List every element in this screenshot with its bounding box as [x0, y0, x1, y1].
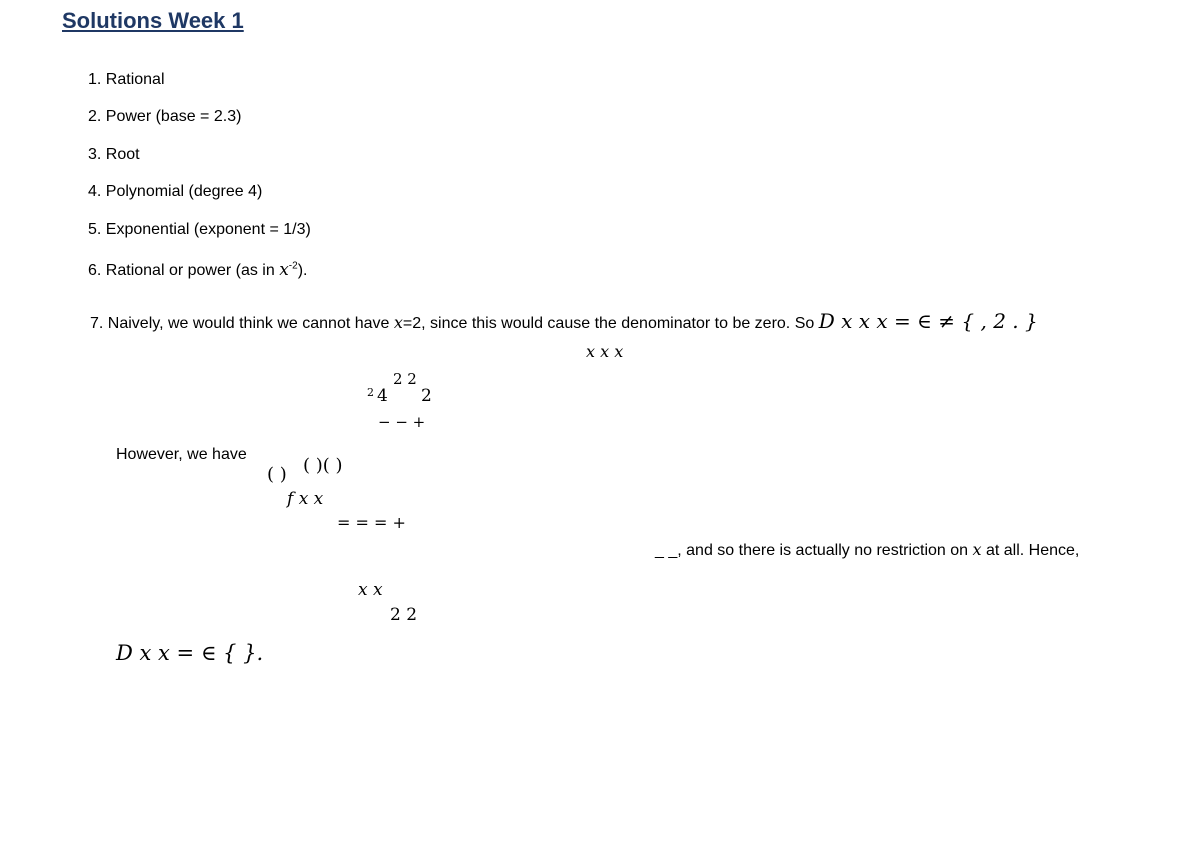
answer-7-variable: x [393, 313, 403, 332]
answer-6-variable: x [279, 260, 289, 280]
answer-1: 1. Rational [88, 71, 165, 88]
restriction-variable: x [972, 540, 982, 559]
answer-7-domain-math: D x x x = ∈ ≠ { , 2 . } [818, 309, 1038, 333]
answer-6-prefix: 6. Rational or power (as in [88, 262, 280, 279]
blank-fill: _ _ [655, 542, 678, 559]
page-title: Solutions Week 1 [62, 8, 244, 33]
answer-7-text-b: =2, since this would cause the denominator to be zero. So [402, 315, 819, 332]
math-fragment-xxx: x x x [586, 342, 624, 361]
restriction-text: , and so there is actually no restriction on [677, 542, 973, 559]
answer-4: 4. Polynomial (degree 4) [88, 183, 263, 200]
math-fragment-sup2: 2 [367, 386, 374, 399]
math-fragment-minus-plus: − − + [378, 413, 426, 431]
answer-7-text-a: 7. Naively, we would think we cannot have [90, 315, 394, 332]
math-fragment-two: 2 [421, 386, 432, 406]
math-fragment-paren-left: ( ) [267, 464, 287, 485]
math-fragment-two-two: 2 2 [393, 370, 417, 388]
math-fragment-four: 4 [377, 386, 388, 406]
final-domain-math: D x x = ∈ { }. [116, 641, 264, 665]
answer-7 [90, 309, 1038, 333]
math-fragment-paren-right: ( )( ) [303, 455, 343, 476]
however-text: However, we have [116, 446, 247, 463]
restriction-end: at all. Hence, [981, 542, 1080, 559]
answer-5: 5. Exponential (exponent = 1/3) [88, 221, 311, 238]
answer-6-suffix: ). [297, 262, 308, 279]
answer-3: 3. Root [88, 146, 140, 163]
answer-6-exponent: -2 [288, 260, 298, 272]
math-fragment-xx: x x [358, 580, 383, 600]
math-fragment-equals: = = = + [337, 513, 406, 532]
restriction-line [655, 540, 1079, 560]
math-fragment-bottom-22: 2 2 [390, 605, 418, 625]
math-fragment-fxx: f x x [287, 489, 324, 509]
answer-6 [88, 260, 307, 280]
answer-2: 2. Power (base = 2.3) [88, 108, 242, 125]
